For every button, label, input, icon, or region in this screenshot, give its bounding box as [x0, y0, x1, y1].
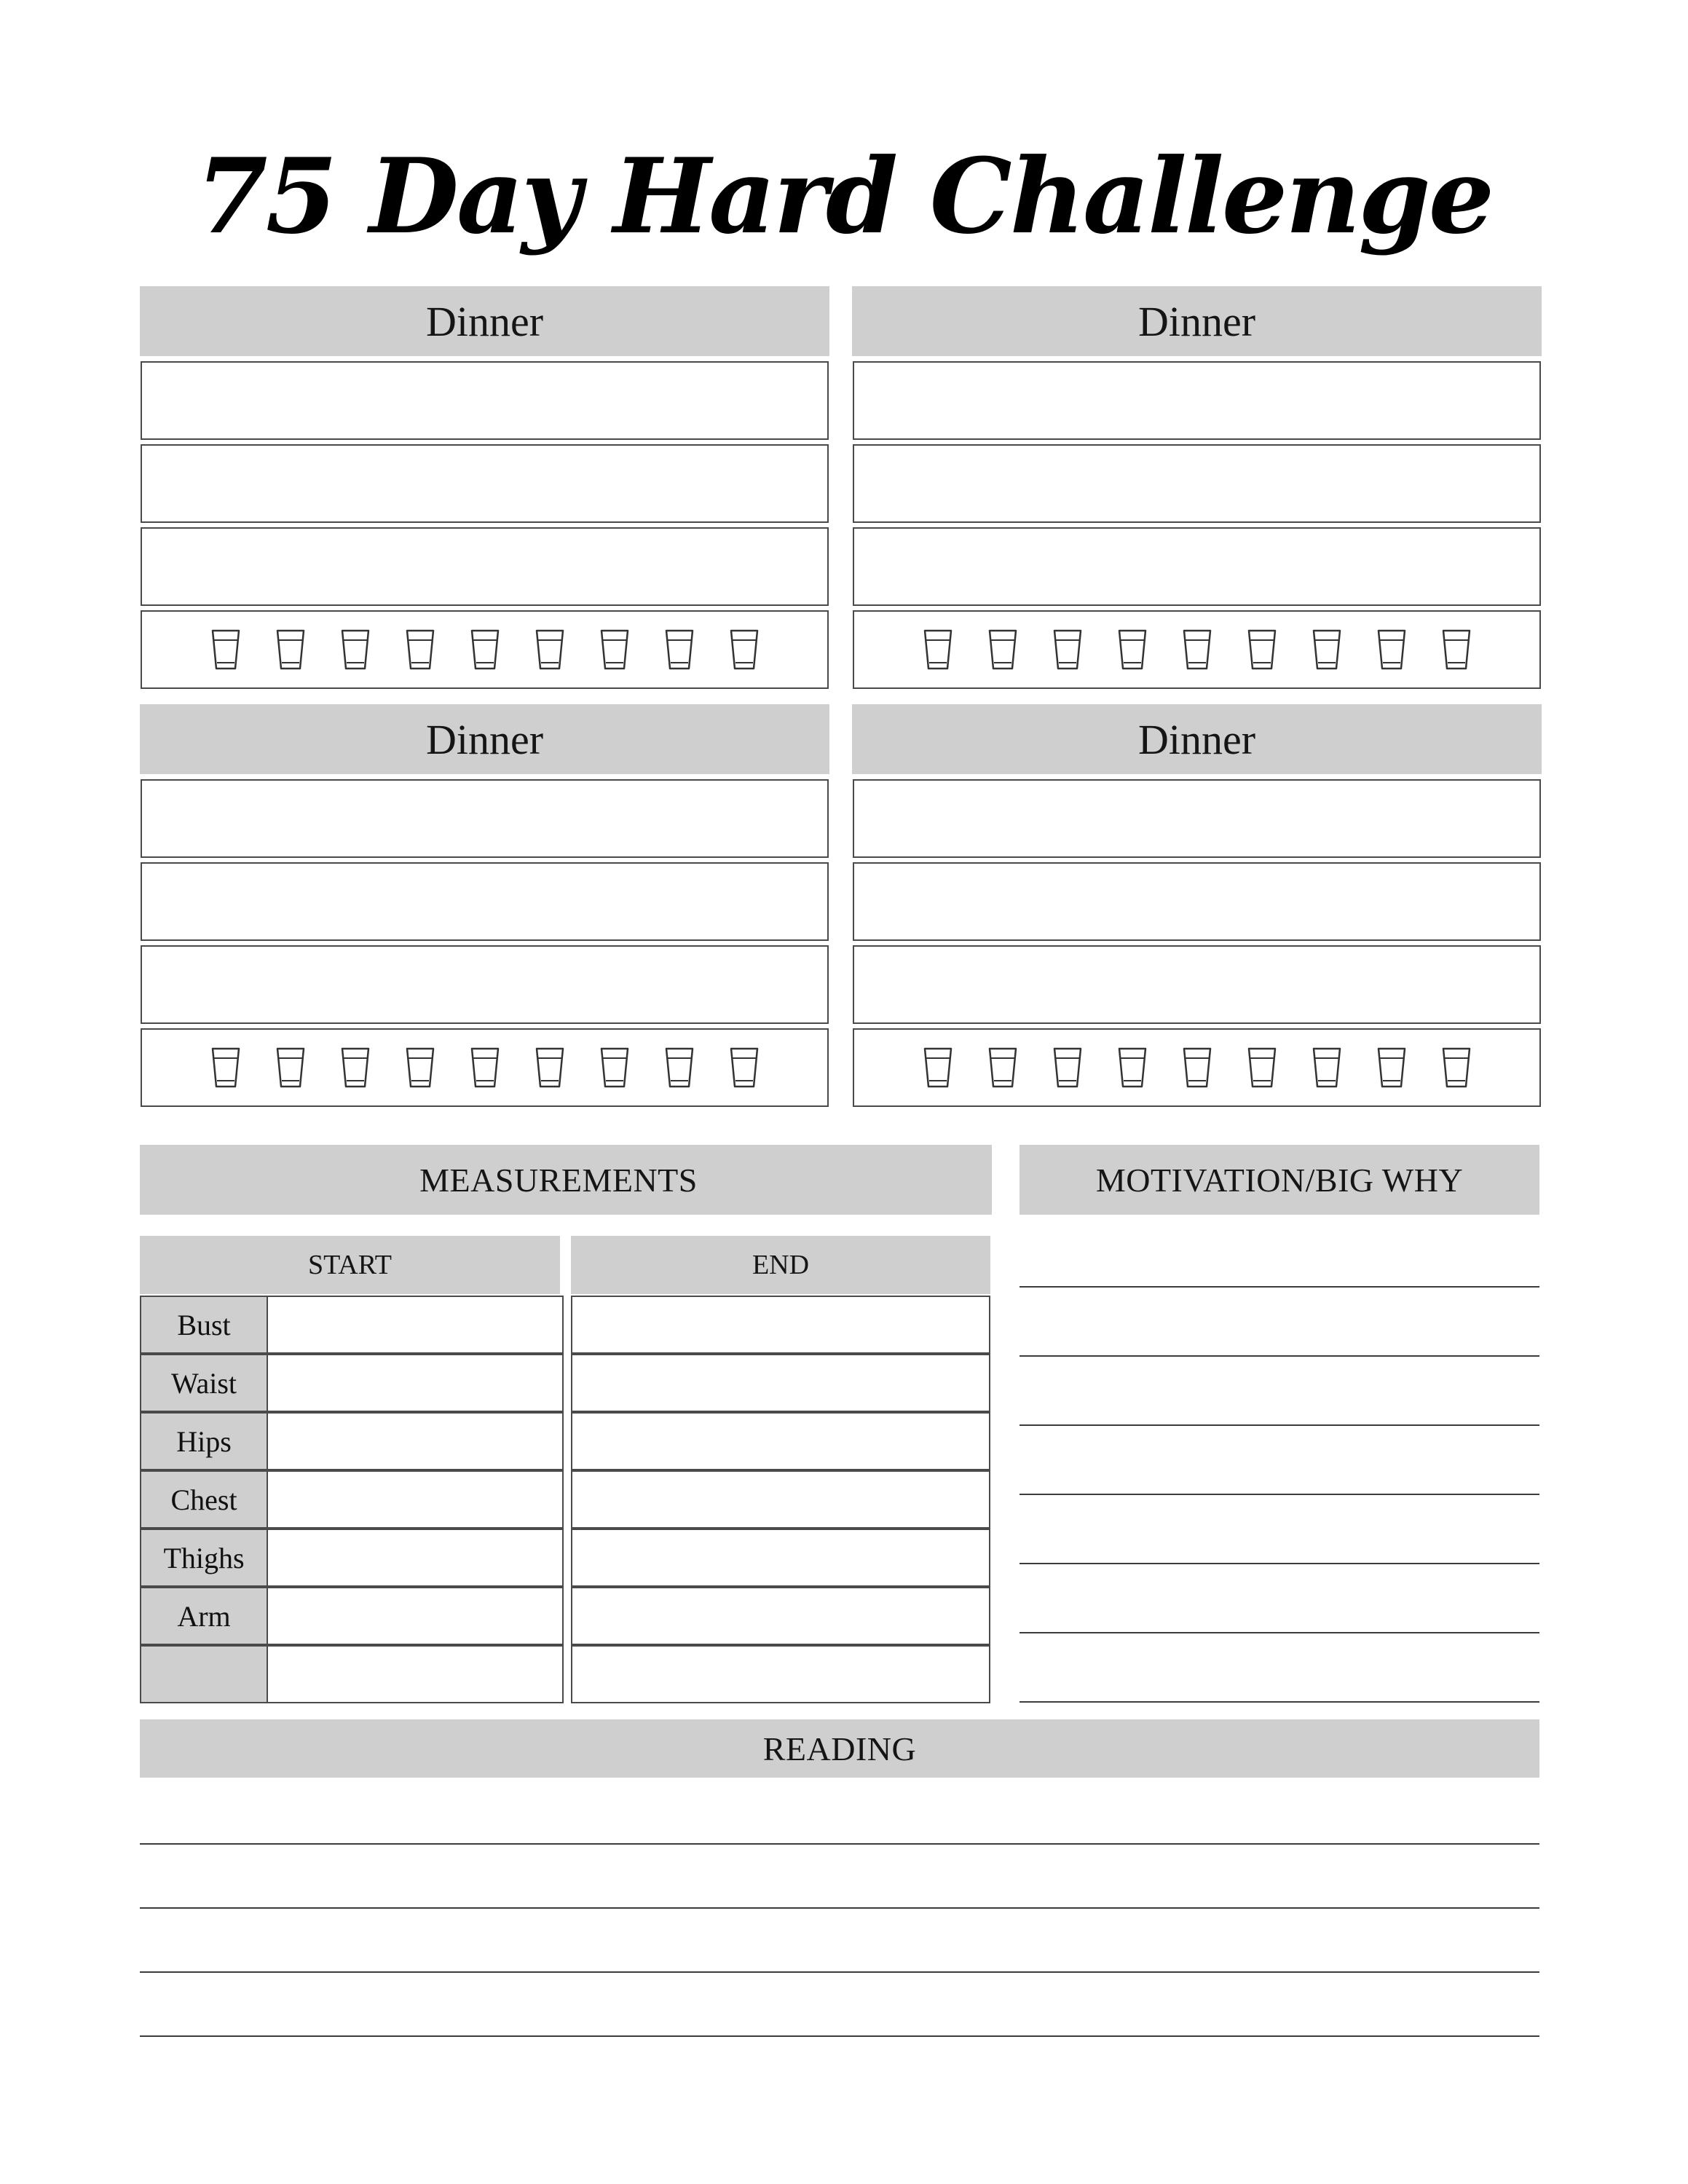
water-glass-icon[interactable] — [210, 1046, 242, 1089]
water-tracker — [853, 610, 1541, 689]
end-value-cell[interactable] — [571, 1354, 990, 1412]
start-value-cell[interactable] — [267, 1587, 564, 1645]
water-glass-icon[interactable] — [534, 1046, 566, 1089]
water-glass-icon[interactable] — [728, 628, 760, 671]
measurement-label-text: Hips — [176, 1424, 232, 1458]
water-glass-icon[interactable] — [339, 1046, 371, 1089]
water-glass-icon[interactable] — [922, 1046, 954, 1089]
water-glass-icon[interactable] — [1376, 1046, 1408, 1089]
meal-entry-box[interactable] — [141, 527, 829, 606]
end-value-cell[interactable] — [571, 1587, 990, 1645]
water-glass-icon[interactable] — [1052, 628, 1084, 671]
measurements-title: MEASUREMENTS — [419, 1161, 698, 1199]
end-column-header — [571, 1236, 990, 1294]
water-tracker — [853, 1028, 1541, 1107]
start-value-cell[interactable] — [267, 1470, 564, 1529]
end-value-cell[interactable] — [571, 1412, 990, 1470]
water-glass-icon[interactable] — [1181, 1046, 1213, 1089]
end-value-cell[interactable] — [571, 1529, 990, 1587]
meal-entry-box[interactable] — [853, 527, 1541, 606]
water-glass-icon[interactable] — [1440, 1046, 1472, 1089]
water-glass-icon[interactable] — [1376, 628, 1408, 671]
meal-header — [140, 704, 829, 774]
water-glass-icon[interactable] — [922, 628, 954, 671]
measurement-label-text: Waist — [170, 1366, 237, 1400]
start-value-cell[interactable] — [267, 1529, 564, 1587]
motivation-title: MOTIVATION/BIG WHY — [1095, 1161, 1464, 1199]
measurement-label-text: Thighs — [163, 1541, 245, 1574]
start-label: START — [307, 1250, 393, 1280]
start-value-cell[interactable] — [267, 1645, 564, 1703]
water-glass-icon[interactable] — [469, 1046, 501, 1089]
water-glass-icon[interactable] — [1116, 628, 1148, 671]
water-glass-icon[interactable] — [339, 628, 371, 671]
reading-line[interactable] — [140, 2035, 1539, 2037]
meal-label: Dinner — [1137, 715, 1256, 763]
water-tracker — [141, 1028, 829, 1107]
motivation-line[interactable] — [1019, 1563, 1539, 1564]
reading-header — [140, 1719, 1539, 1778]
end-value-cell[interactable] — [571, 1470, 990, 1529]
meal-label: Dinner — [425, 297, 544, 345]
water-glass-icon[interactable] — [663, 628, 695, 671]
water-glass-icon[interactable] — [1311, 1046, 1343, 1089]
meal-header — [852, 704, 1542, 774]
water-glass-icon[interactable] — [663, 1046, 695, 1089]
water-glass-icon[interactable] — [1246, 628, 1278, 671]
measurements-header — [140, 1145, 992, 1215]
measurement-label — [140, 1354, 268, 1412]
end-value-cell[interactable] — [571, 1645, 990, 1703]
measurement-label — [140, 1529, 268, 1587]
water-glass-icon[interactable] — [275, 1046, 307, 1089]
reading-title: READING — [762, 1730, 917, 1767]
start-value-cell[interactable] — [267, 1296, 564, 1354]
water-tracker — [141, 610, 829, 689]
meal-entry-box[interactable] — [141, 779, 829, 858]
water-glass-icon[interactable] — [275, 628, 307, 671]
water-glass-icon[interactable] — [1116, 1046, 1148, 1089]
end-label: END — [752, 1250, 810, 1280]
measurement-label — [140, 1470, 268, 1529]
motivation-line[interactable] — [1019, 1701, 1539, 1703]
water-glass-icon[interactable] — [728, 1046, 760, 1089]
water-glass-icon[interactable] — [599, 1046, 631, 1089]
meal-entry-box[interactable] — [141, 444, 829, 523]
water-glass-icon[interactable] — [404, 628, 436, 671]
measurement-label-text: Arm — [177, 1599, 231, 1633]
meal-entry-box[interactable] — [853, 945, 1541, 1024]
water-glass-icon[interactable] — [1311, 628, 1343, 671]
reading-line[interactable] — [140, 1843, 1539, 1845]
water-glass-icon[interactable] — [210, 628, 242, 671]
measurement-label — [140, 1412, 268, 1470]
water-glass-icon[interactable] — [1052, 1046, 1084, 1089]
reading-line[interactable] — [140, 1971, 1539, 1973]
water-glass-icon[interactable] — [599, 628, 631, 671]
water-glass-icon[interactable] — [1246, 1046, 1278, 1089]
water-glass-icon[interactable] — [987, 1046, 1019, 1089]
meal-header — [140, 286, 829, 356]
water-glass-icon[interactable] — [987, 628, 1019, 671]
measurement-label-text: Bust — [177, 1308, 231, 1341]
water-glass-icon[interactable] — [469, 628, 501, 671]
motivation-line[interactable] — [1019, 1424, 1539, 1426]
meal-label: Dinner — [425, 715, 544, 763]
reading-line[interactable] — [140, 1907, 1539, 1909]
motivation-header — [1019, 1145, 1539, 1215]
motivation-line[interactable] — [1019, 1632, 1539, 1633]
motivation-line[interactable] — [1019, 1286, 1539, 1288]
measurement-label — [140, 1587, 268, 1645]
meal-entry-box[interactable] — [853, 361, 1541, 440]
water-glass-icon[interactable] — [404, 1046, 436, 1089]
start-column-header — [140, 1236, 560, 1294]
start-value-cell[interactable] — [267, 1412, 564, 1470]
meal-entry-box[interactable] — [141, 361, 829, 440]
meal-entry-box[interactable] — [853, 779, 1541, 858]
start-value-cell[interactable] — [267, 1354, 564, 1412]
meal-entry-box[interactable] — [141, 862, 829, 941]
measurement-label-text: Chest — [170, 1483, 237, 1516]
measurement-label — [140, 1296, 268, 1354]
meal-label: Dinner — [1137, 297, 1256, 345]
motivation-line[interactable] — [1019, 1355, 1539, 1357]
end-value-cell[interactable] — [571, 1296, 990, 1354]
water-glass-icon[interactable] — [534, 628, 566, 671]
meal-entry-box[interactable] — [141, 945, 829, 1024]
measurement-label — [140, 1645, 268, 1703]
water-glass-icon[interactable] — [1440, 628, 1472, 671]
motivation-line[interactable] — [1019, 1494, 1539, 1495]
meal-entry-box[interactable] — [853, 444, 1541, 523]
meal-header — [852, 286, 1542, 356]
water-glass-icon[interactable] — [1181, 628, 1213, 671]
meal-entry-box[interactable] — [853, 862, 1541, 941]
page-title: 75 Day Hard Challenge — [195, 136, 1493, 257]
